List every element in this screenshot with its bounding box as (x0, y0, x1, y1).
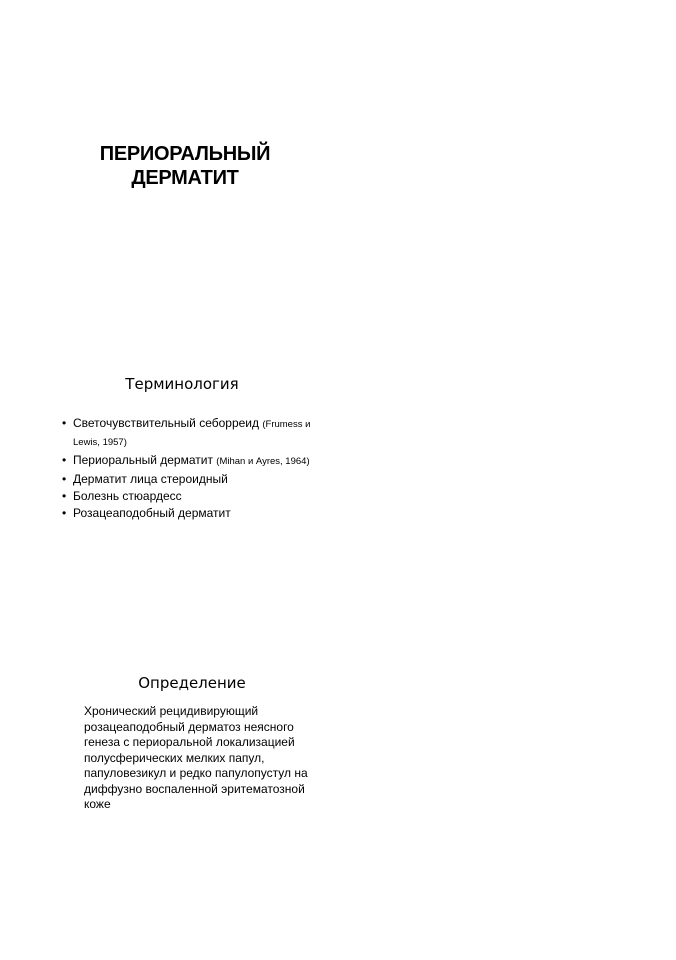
terminology-list (62, 415, 322, 522)
list-item (62, 452, 322, 470)
title-line-1: ПЕРИОРАЛЬНЫЙ (99, 143, 271, 165)
definition-slide (0, 640, 676, 960)
list-item (62, 471, 322, 487)
terminology-heading: Терминология (125, 375, 239, 393)
term-reference: (Frumess и Lewis, 1957) (73, 419, 311, 448)
list-item (62, 488, 322, 504)
definition-text: Хронический рецидивирующий розацеаподобный дерматоз неясного генеза с периоральной локализацией полусферических мелких папул, папуловезикул и редко папулопустул на диффузно воспаленной эритематозной коже (84, 704, 308, 811)
term-text: Розацеаподобный дерматит (73, 506, 231, 520)
definition-heading: Определение (138, 674, 246, 692)
term-text: Дерматит лица стероидный (73, 472, 228, 486)
list-item (62, 505, 322, 521)
term-text: Болезнь стюардесс (73, 489, 182, 503)
list-item (62, 415, 322, 451)
title-slide (0, 0, 676, 320)
term-text: Периоральный дерматит (73, 453, 213, 467)
page-title (70, 142, 300, 190)
terminology-slide (0, 320, 676, 640)
term-reference: (Mihan и Ayres, 1964) (216, 456, 310, 467)
term-text: Светочувствительный себорреид (73, 416, 260, 430)
title-line-2: ДЕРМАТИТ (131, 167, 239, 189)
